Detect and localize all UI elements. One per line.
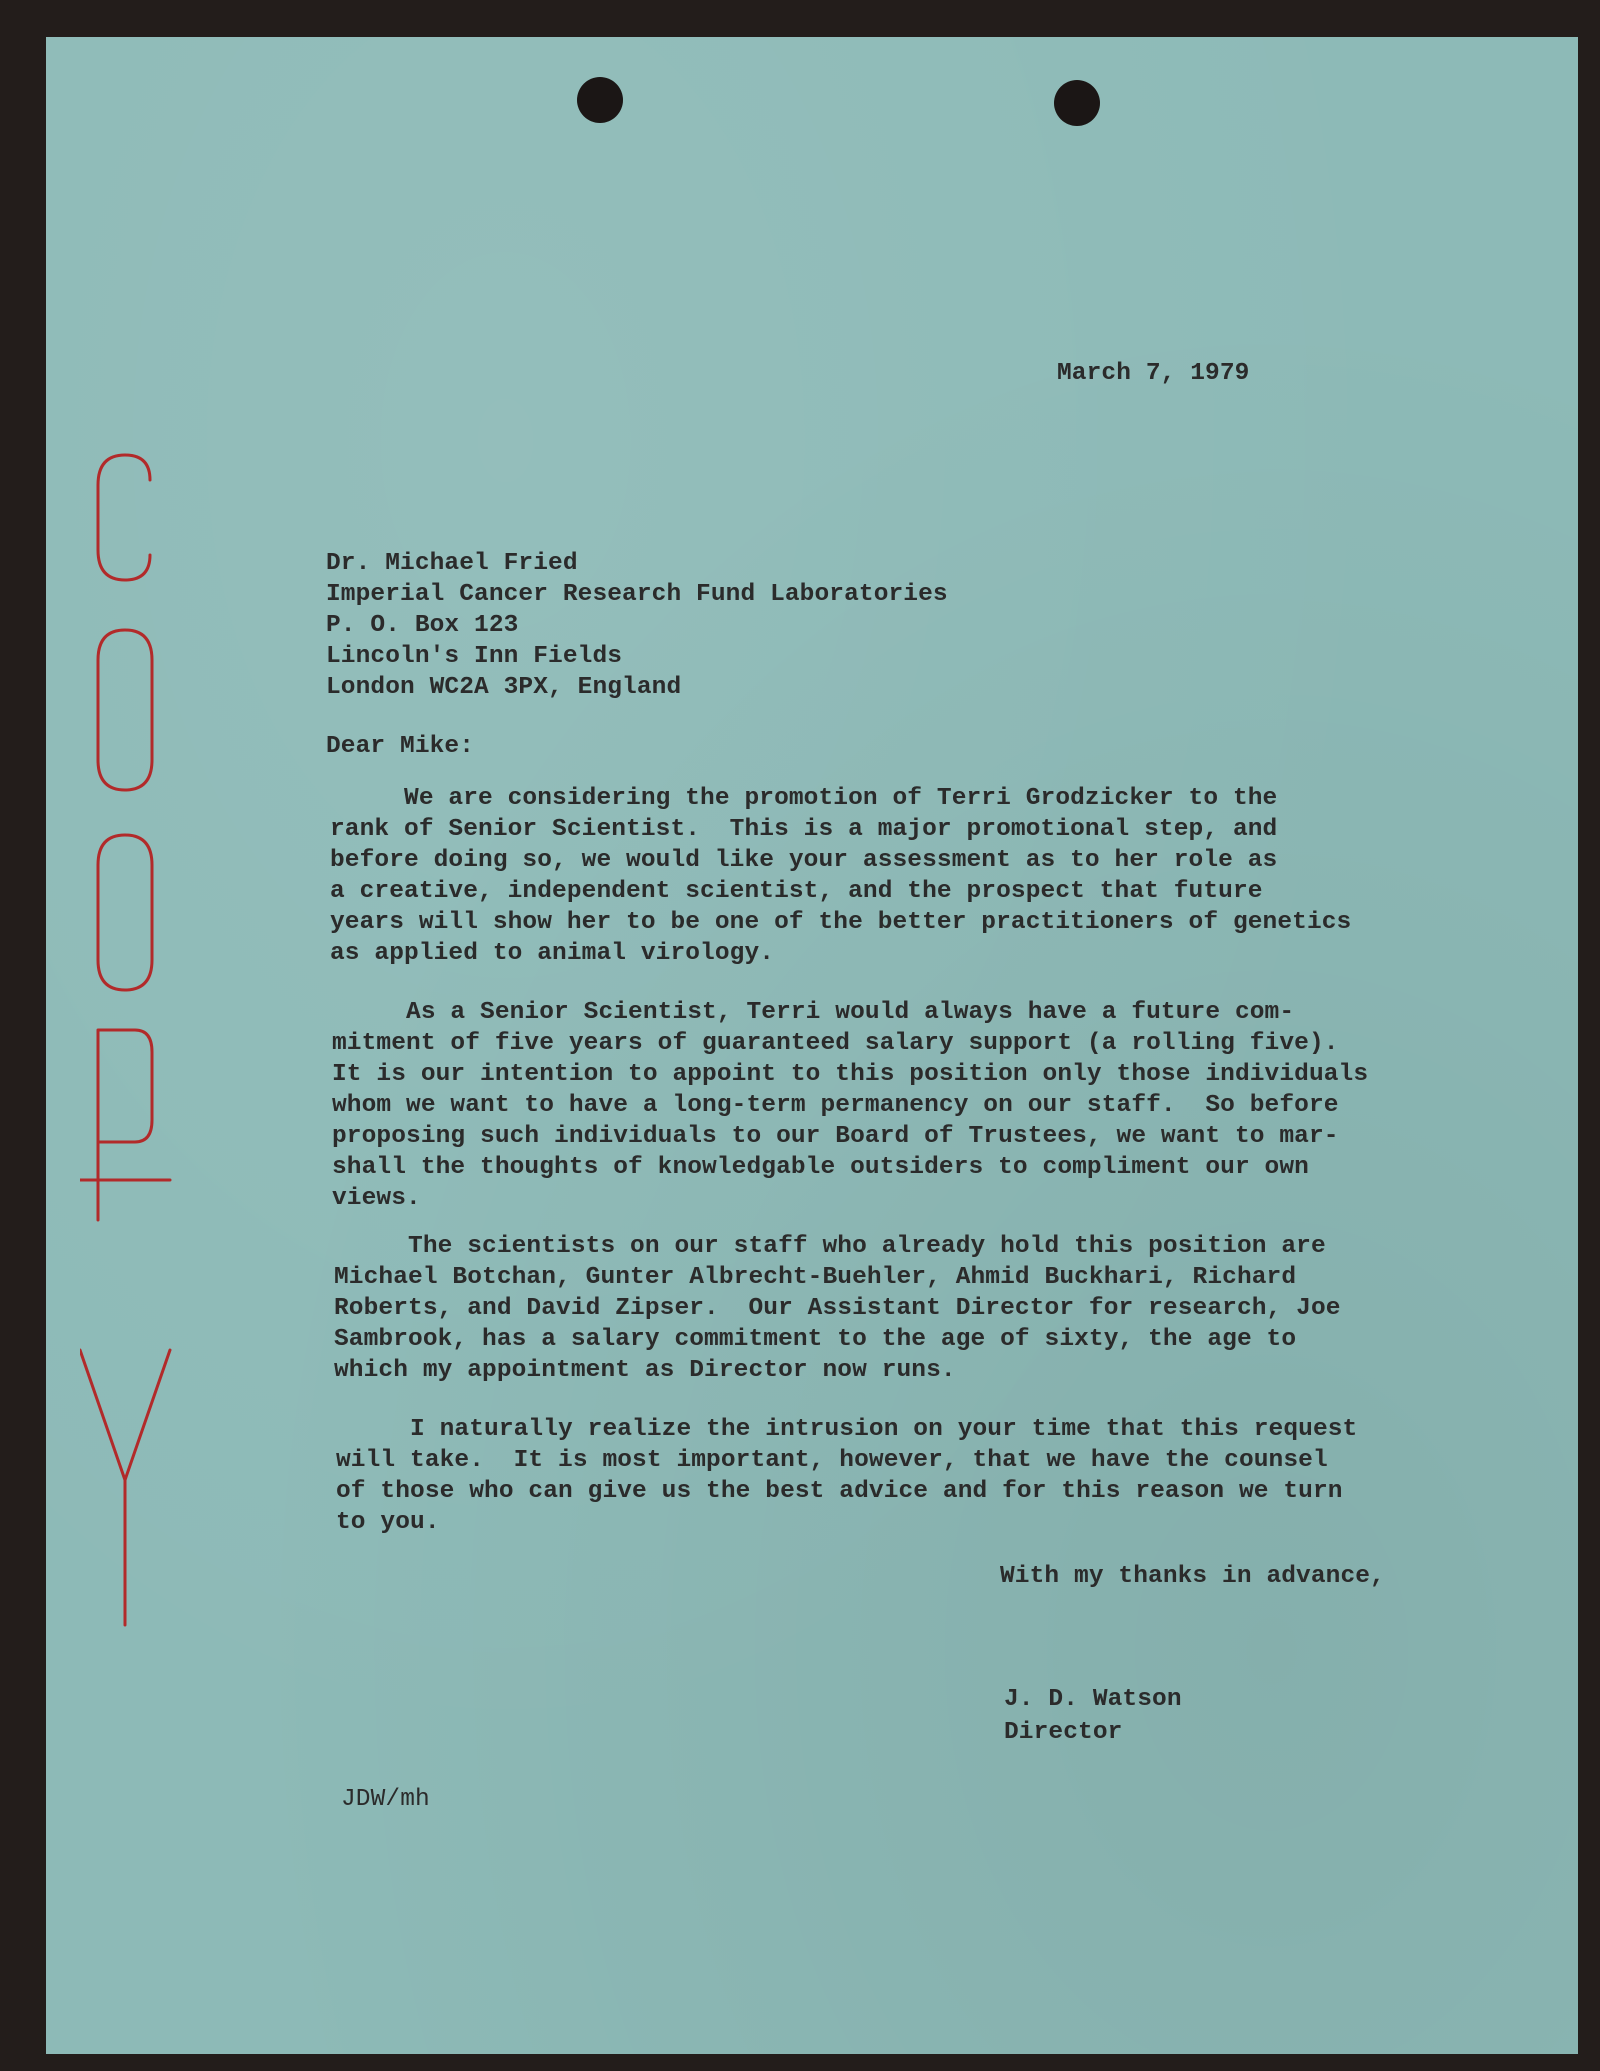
salutation: Dear Mike: (326, 733, 475, 760)
paragraph-line: rank of Senior Scientist. This is a major promotional step, and (330, 816, 1278, 843)
paragraph-line: It is our intention to appoint to this position only those individuals (332, 1061, 1369, 1088)
stamp-letter-o (98, 835, 152, 990)
paragraph-line: a creative, independent scientist, and the prospect that future (330, 878, 1263, 905)
paragraph-line: mitment of five years of guaranteed salary support (a rolling five). (332, 1030, 1339, 1057)
stamp-letter-y (80, 1350, 170, 1625)
address-line: Imperial Cancer Research Fund Laboratories (326, 581, 948, 608)
paragraph-line: as applied to animal virology. (330, 940, 775, 967)
punch-hole (577, 77, 623, 123)
stamp-letter-p (80, 1030, 170, 1220)
paragraph-line: will take. It is most important, however, that we have the counsel (336, 1447, 1328, 1474)
address-line: Lincoln's Inn Fields (326, 643, 623, 670)
paragraph-3 (334, 1231, 1341, 1386)
address-line: London WC2A 3PX, England (326, 674, 682, 701)
letter-date: March 7, 1979 (1057, 360, 1250, 387)
closing: With my thanks in advance, (1000, 1563, 1385, 1590)
reference-initials: JDW/mh (341, 1786, 430, 1813)
punch-hole (1054, 80, 1100, 126)
paragraph-line: of those who can give us the best advice and for this reason we turn (336, 1478, 1343, 1505)
paragraph-line: We are considering the promotion of Terri Grodzicker to the (330, 785, 1278, 812)
stamp-letter-o (98, 630, 152, 790)
paragraph-line: As a Senior Scientist, Terri would always have a future com- (332, 999, 1295, 1026)
paragraph-2 (332, 997, 1368, 1214)
paragraph-line: The scientists on our staff who already hold this position are (334, 1233, 1326, 1260)
paragraph-line: before doing so, we would like your assessment as to her role as (330, 847, 1278, 874)
copy-stamp (80, 440, 180, 1640)
paragraph-line: Roberts, and David Zipser. Our Assistant Director for research, Joe (334, 1295, 1341, 1322)
paragraph-line: proposing such individuals to our Board of Trustees, we want to mar- (332, 1123, 1339, 1150)
signer-title: Director (1004, 1719, 1123, 1746)
address-line: Dr. Michael Fried (326, 550, 578, 577)
signer-name: J. D. Watson (1004, 1686, 1182, 1713)
copy-stamp-letters (80, 455, 170, 1625)
paragraph-line: Sambrook, has a salary commitment to the age of sixty, the age to (334, 1326, 1297, 1353)
paragraph-line: which my appointment as Director now runs. (334, 1357, 956, 1384)
paragraph-4 (336, 1414, 1357, 1538)
recipient-address (326, 548, 948, 703)
stamp-letter-c (98, 455, 150, 580)
paragraph-line: to you. (336, 1509, 440, 1536)
paragraph-line: shall the thoughts of knowledgable outsiders to compliment our own (332, 1154, 1309, 1181)
paragraph-line: Michael Botchan, Gunter Albrecht-Buehler, Ahmid Buckhari, Richard (334, 1264, 1297, 1291)
address-line: P. O. Box 123 (326, 612, 519, 639)
paragraph-line: whom we want to have a long-term permanency on our staff. So before (332, 1092, 1339, 1119)
paragraph-line: I naturally realize the intrusion on your time that this request (336, 1416, 1358, 1443)
paragraph-line: views. (332, 1185, 421, 1212)
paragraph-line: years will show her to be one of the better practitioners of genetics (330, 909, 1352, 936)
paragraph-1 (330, 783, 1351, 969)
